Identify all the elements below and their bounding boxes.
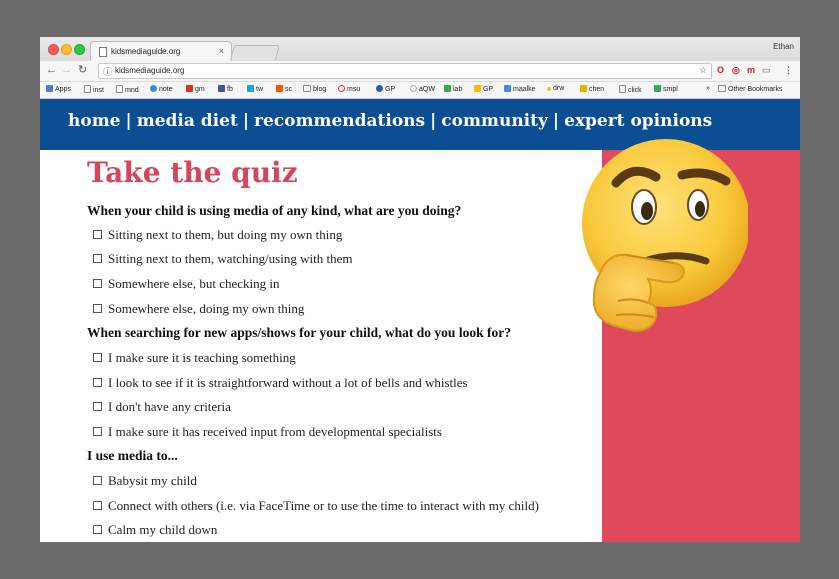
address-url: kidsmediaguide.org [115,66,185,75]
checkbox[interactable] [93,304,102,313]
bookmark-item[interactable]: fb [218,85,233,93]
quiz-option[interactable]: Babysit my child [93,473,197,489]
close-window-button[interactable] [48,44,59,55]
nav-home-link[interactable]: home [68,111,121,131]
quiz-option[interactable]: I make sure it has received input from developmental specialists [93,424,442,440]
quiz-content [40,150,602,542]
question-3: I use media to... [87,448,178,463]
extension-icon[interactable]: ▭ [762,65,771,75]
nav-media-diet-link[interactable]: media diet [136,111,238,131]
bookmark-item[interactable]: lab [444,85,462,93]
checkbox[interactable] [93,230,102,239]
bookmark-item[interactable]: blog [303,85,326,93]
checkbox[interactable] [93,476,102,485]
thinking-face-icon [578,125,748,345]
bookmark-star-icon[interactable]: ☆ [698,65,707,75]
quiz-option[interactable]: Somewhere else, doing my own thing [93,301,304,317]
minimize-window-button[interactable] [61,44,72,55]
quiz-option[interactable]: I look to see if it is straightforward without a lot of bells and whistles [93,375,468,391]
quiz-option[interactable]: Connect with others (i.e. via FaceTime or to use the time to interact with my child) [93,498,539,514]
page-icon [99,47,107,57]
other-bookmarks[interactable]: Other Bookmarks [718,85,782,93]
tab-title: kidsmediaguide.org [111,47,181,56]
checkbox[interactable] [93,279,102,288]
checkbox[interactable] [93,501,102,510]
bookmark-item[interactable]: GP [474,85,493,93]
question-2: When searching for new apps/shows for your child, what do you look for? [87,325,511,340]
nav-community-link[interactable]: community [441,111,548,131]
nav-recommendations-link[interactable]: recommendations [254,111,426,131]
bookmark-item[interactable]: inst [84,85,104,94]
maximize-window-button[interactable] [74,44,85,55]
quiz-option[interactable]: I make sure it is teaching something [93,350,296,366]
tab-close-icon[interactable]: × [218,46,224,56]
browser-tab[interactable] [90,41,232,62]
bookmark-item[interactable]: sc [276,85,292,93]
bookmark-item[interactable]: smpl [654,85,678,93]
bookmark-item[interactable]: aQW [410,85,435,93]
bookmark-item[interactable]: mnd [116,85,139,94]
checkbox[interactable] [93,378,102,387]
bookmark-item[interactable]: maalke [504,85,536,93]
checkbox[interactable] [93,427,102,436]
profile-name[interactable]: Ethan [773,42,794,51]
new-tab-button[interactable] [230,45,280,60]
bookmark-item[interactable]: msu [338,85,360,93]
bookmarks-overflow[interactable]: » [706,85,710,92]
nav-separator: | [430,111,437,131]
menu-icon[interactable]: ⋮ [784,65,793,75]
tab-bar [40,37,800,61]
bookmark-item[interactable]: gm [186,85,205,93]
quiz-option[interactable]: Sitting next to them, watching/using with them [93,251,352,267]
browser-toolbar [40,61,800,82]
pinterest-extension-icon[interactable]: ◎ [732,65,740,75]
quiz-option[interactable]: Sitting next to them, but doing my own thing [93,227,342,243]
quiz-option[interactable]: I don't have any criteria [93,399,231,415]
address-bar[interactable] [98,63,712,79]
bookmark-item[interactable]: GP [376,85,395,93]
bookmark-item[interactable]: click [619,85,642,94]
checkbox[interactable] [93,254,102,263]
info-icon[interactable]: ⓘ [103,67,113,77]
question-1: When your child is using media of any kind, what are you doing? [87,203,462,218]
checkbox[interactable] [93,353,102,362]
page-title: Take the quiz [87,156,298,189]
quiz-option[interactable]: Somewhere else, but checking in [93,276,279,292]
forward-arrow-icon[interactable]: → [61,64,72,76]
bookmarks-bar [40,82,800,99]
bookmark-item[interactable]: drw [547,85,564,92]
nav-separator: | [125,111,132,131]
opera-extension-icon[interactable]: O [717,65,725,75]
bookmark-item[interactable]: note [150,85,173,93]
nav-separator: | [552,111,560,131]
nav-separator: | [242,111,249,131]
bookmark-item[interactable]: chen [580,85,604,93]
checkbox[interactable] [93,525,102,534]
reload-icon[interactable]: ↻ [78,64,88,76]
bookmark-item[interactable]: Apps [46,85,71,93]
quiz-option[interactable]: Calm my child down [93,522,217,538]
back-arrow-icon[interactable]: ← [46,64,57,76]
nav-expert-opinions-link[interactable]: expert opinions [564,111,713,131]
checkbox[interactable] [93,402,102,411]
bookmark-item[interactable]: tw [247,85,263,93]
m-extension-icon[interactable]: m [747,65,756,75]
